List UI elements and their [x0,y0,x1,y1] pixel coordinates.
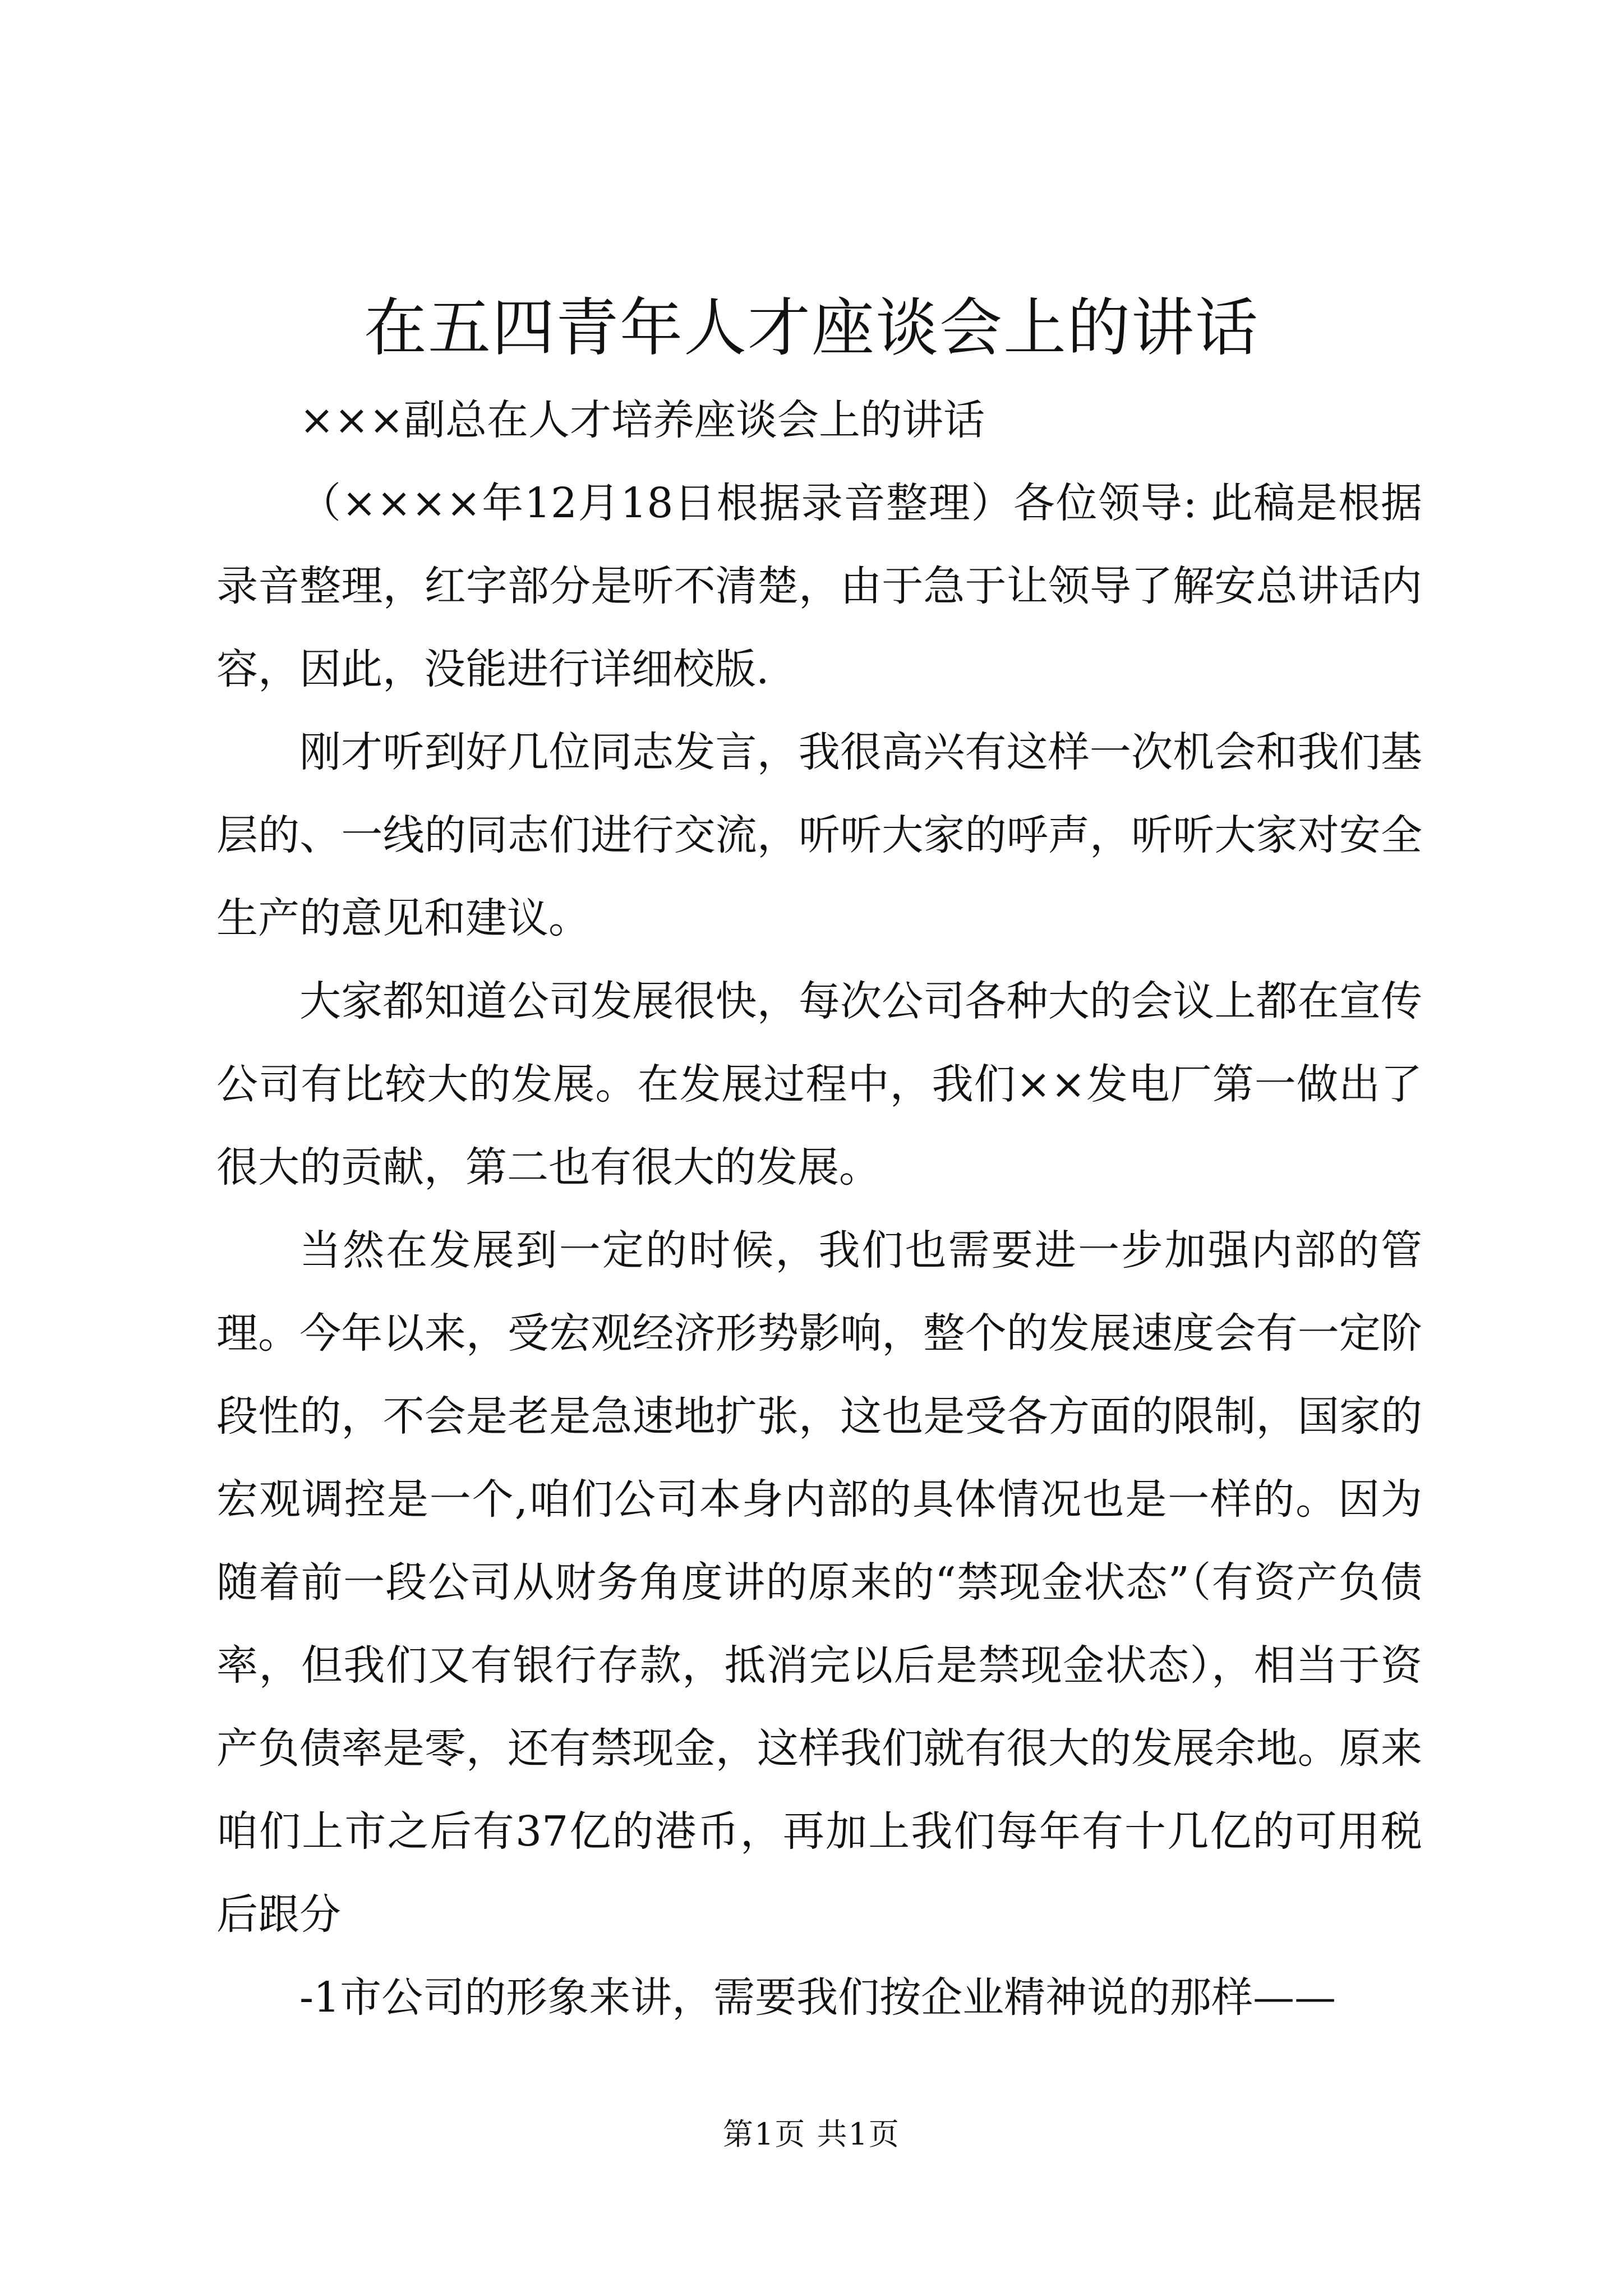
paragraph-subtitle: ×××副总在人才培养座谈会上的讲话 [299,396,985,444]
paragraph-opening: 刚才听到好几位同志发言，我很高兴有这样一次机会和我们基层的、一线的同志们进行交流，听听大家的呼声，听听大家对安全生产的意见和建议。 [216,728,1422,942]
page-footer: 第1页 共1页 [723,2116,900,2152]
paragraph-management: 当然在发展到一定的时候，我们也需要进一步加强内部的管理。今年以来，受宏观经济形势影响，整个的发展速度会有一定阶段性的，不会是老是急速地扩张，这也是受各方面的限制，国家的宏观调控是一个,咱们公司本身内部的具体情况也是一样的。因为随着前一段公司从财务角度讲的原来的“禁现金状态”（有资产负债率，但我们又有银行存款，抵消完以后是禁现金状态），相当于资产负债率是零，还有禁现金，这样我们就有很大的发展余地。原来咱们上市之后有37亿的港币，再加上我们每年有十几亿的可用税后跟分 [216,1226,1422,1939]
document-body [216,379,1422,2039]
paragraph-note: （××××年12月18日根据录音整理）各位领导: 此稿是根据录音整理，红字部分是听不清楚，由于急于让领导了解安总讲话内容，因此，没能进行详细校版. [216,479,1422,693]
document-title: 在五四青年人才座谈会上的讲话 [364,292,1259,365]
paragraph-development: 大家都知道公司发展很快，每次公司各种大的会议上都在宣传公司有比较大的发展。在发展过程中，我们××发电厂第一做出了很大的贡献，第二也有很大的发展。 [216,977,1422,1191]
paragraph-fragment: -1市公司的形象来讲，需要我们按企业精神说的那样—— [299,1973,1336,2022]
